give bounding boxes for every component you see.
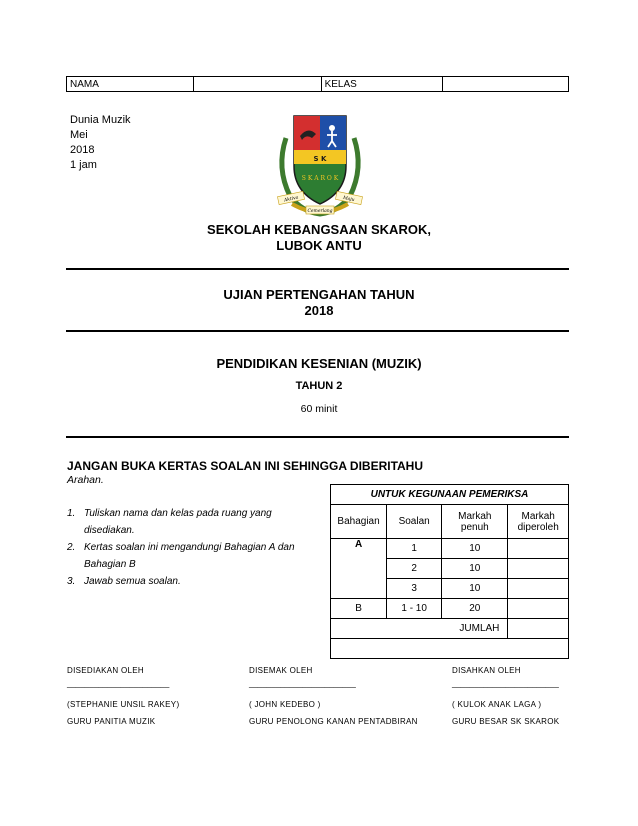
examiner-table [330,484,569,659]
cell-markah: 20 [442,599,508,619]
col-header-soalan: Soalan [387,505,442,539]
signature-name: ( KULOK ANAK LAGA ) [452,700,542,709]
signature-title: GURU BESAR SK SKAROK [452,717,560,726]
nama-label: NAMA [67,77,194,92]
cell-diperoleh[interactable] [508,539,569,559]
signature-role: DISEDIAKAN OLEH [67,666,144,675]
cell-diperoleh[interactable] [508,579,569,599]
motto-right: Maju [342,195,355,204]
cell-total[interactable] [508,619,569,639]
table-row-total [331,619,569,639]
motto-bottom: Cemerlang [307,209,333,214]
divider-3 [66,436,569,438]
divider-2 [66,330,569,332]
signature-name: ( JOHN KEDEBO ) [249,700,321,709]
instruction-number: 1. [67,508,76,519]
instruction-text: Tuliskan nama dan kelas pada ruang yang disediakan. [84,508,272,536]
warning-text: JANGAN BUKA KERTAS SOALAN INI SEHINGGA DIBERITAHU [67,459,424,473]
instruction-item [67,539,312,573]
signature-role: DISAHKAN OLEH [452,666,521,675]
signature-line: ________________________ [452,679,559,688]
meta-subject: Dunia Muzik [70,114,131,126]
school-name-line1: SEKOLAH KEBANGSAAN SKAROK, [207,222,431,237]
school-crest-logo [272,108,368,220]
name-class-table [66,76,569,92]
nama-field[interactable] [194,77,321,92]
signature-title: GURU PANITIA MUZIK [67,717,156,726]
cell-soalan: 1 - 10 [387,599,442,619]
cell-diperoleh[interactable] [508,599,569,619]
exam-meta [70,113,131,173]
table-row [331,539,569,559]
col-header-bahagian: Bahagian [331,505,387,539]
meta-month: Mei [70,129,88,141]
col-header-markah-penuh: Markah penuh [442,505,508,539]
instruction-item [67,505,312,539]
total-label: JUMLAH [331,619,508,639]
signature-title: GURU PENOLONG KANAN PENTADBIRAN [249,717,418,726]
meta-year: 2018 [70,144,95,156]
signature-name: (STEPHANIE UNSIL RAKEY) [67,700,180,709]
crest-text-sk: S K [313,155,327,163]
cell-soalan: 1 [387,539,442,559]
instructions-list [67,505,312,590]
school-name-line2: LUBOK ANTU [276,238,362,253]
arahan-label: Arahan. [67,474,104,486]
cell-diperoleh[interactable] [508,559,569,579]
subject-year: TAHUN 2 [295,380,343,392]
kelas-label: KELAS [321,77,442,92]
cell-soalan: 2 [387,559,442,579]
signature-line: ________________________ [249,679,356,688]
instruction-text: Jawab semua soalan. [84,576,181,587]
instruction-text: Kertas soalan ini mengandungi Bahagian A dan Bahagian B [84,542,295,570]
exam-title-line2: 2018 [304,303,334,318]
col-header-markah-diperoleh: Markah diperoleh [508,505,569,539]
exam-title-line1: UJIAN PERTENGAHAN TAHUN [223,287,415,302]
instruction-item [67,573,312,590]
cell-bahagian: B [331,599,387,619]
motto-left: Aktiva [283,195,299,204]
instruction-number: 2. [67,542,76,553]
cell-soalan: 3 [387,579,442,599]
signature-line: _______________________ [67,679,170,688]
subject-title: PENDIDIKAN KESENIAN (MUZIK) [216,356,422,371]
divider-1 [66,268,569,270]
cell-bahagian: A [331,539,387,599]
cell-markah: 10 [442,539,508,559]
cell-markah: 10 [442,559,508,579]
meta-duration: 1 jam [70,159,97,171]
examiner-table-title: UNTUK KEGUNAAN PEMERIKSA [331,485,569,505]
crest-text-skarok: S K A R O K [301,175,339,182]
kelas-field[interactable] [442,77,568,92]
table-row [331,599,569,619]
signature-role: DISEMAK OLEH [249,666,313,675]
cell-markah: 10 [442,579,508,599]
instruction-number: 3. [67,576,76,587]
subject-time: 60 minit [300,403,338,415]
table-footer-row [331,639,569,659]
